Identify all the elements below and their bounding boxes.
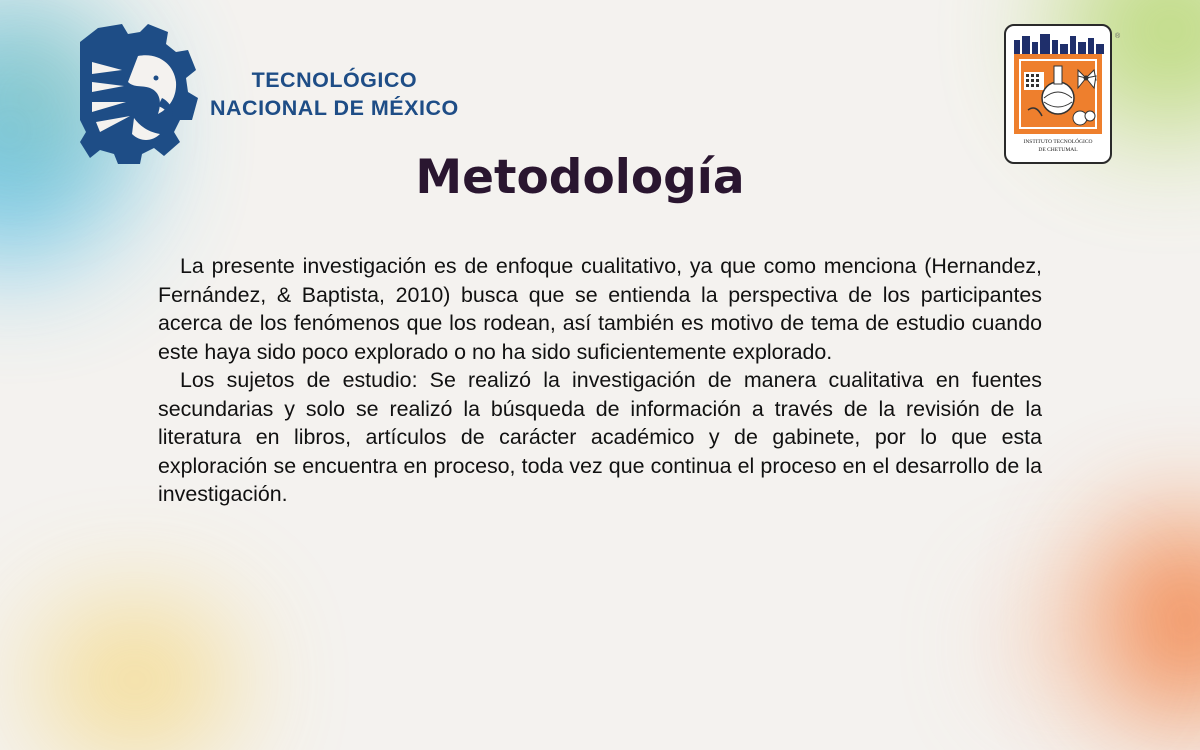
slide-title: Metodología [415,150,745,205]
paragraph-approach: La presente investigación es de enfoque cualitativo, ya que como menciona (Hernandez, Fernández, & Baptista, 2010) busca que se entienda la perspectiva de los participantes acerca de los fenómenos que los rodean, así también es motivo de tema de estudio cuando este haya sido poco explorado o no ha sido suficientemente explorado. [158,254,1042,364]
organization-name [210,66,459,122]
paragraph-subjects: Los sujetos de estudio: Se realizó la investigación de manera cualitativa en fuentes secundarias y solo se realizó la búsqueda de información a través de la revisión de la literatura en libros, artículos de carácter académico y de gabinete, por lo que esta exploración se encuentra en proceso, toda vez que continua el proceso en el desarrollo de la investigación. [158,368,1042,506]
gear-eagle-logo-icon [78,22,198,164]
organization-name-line2: NACIONAL DE MÉXICO [210,96,459,120]
seal-caption-line1: INSTITUTO TECNOLÓGICO [1023,139,1093,145]
decorative-blob-yellow-bottom [40,610,230,750]
institute-seal-icon [1004,24,1112,164]
slide-body [158,252,1042,509]
seal-caption-line2: DE CHETUMAL [1038,147,1078,153]
registered-mark: ® [1115,33,1121,40]
organization-name-line1: TECNOLÓGICO [251,68,418,92]
decorative-blob-peach [1010,590,1120,700]
